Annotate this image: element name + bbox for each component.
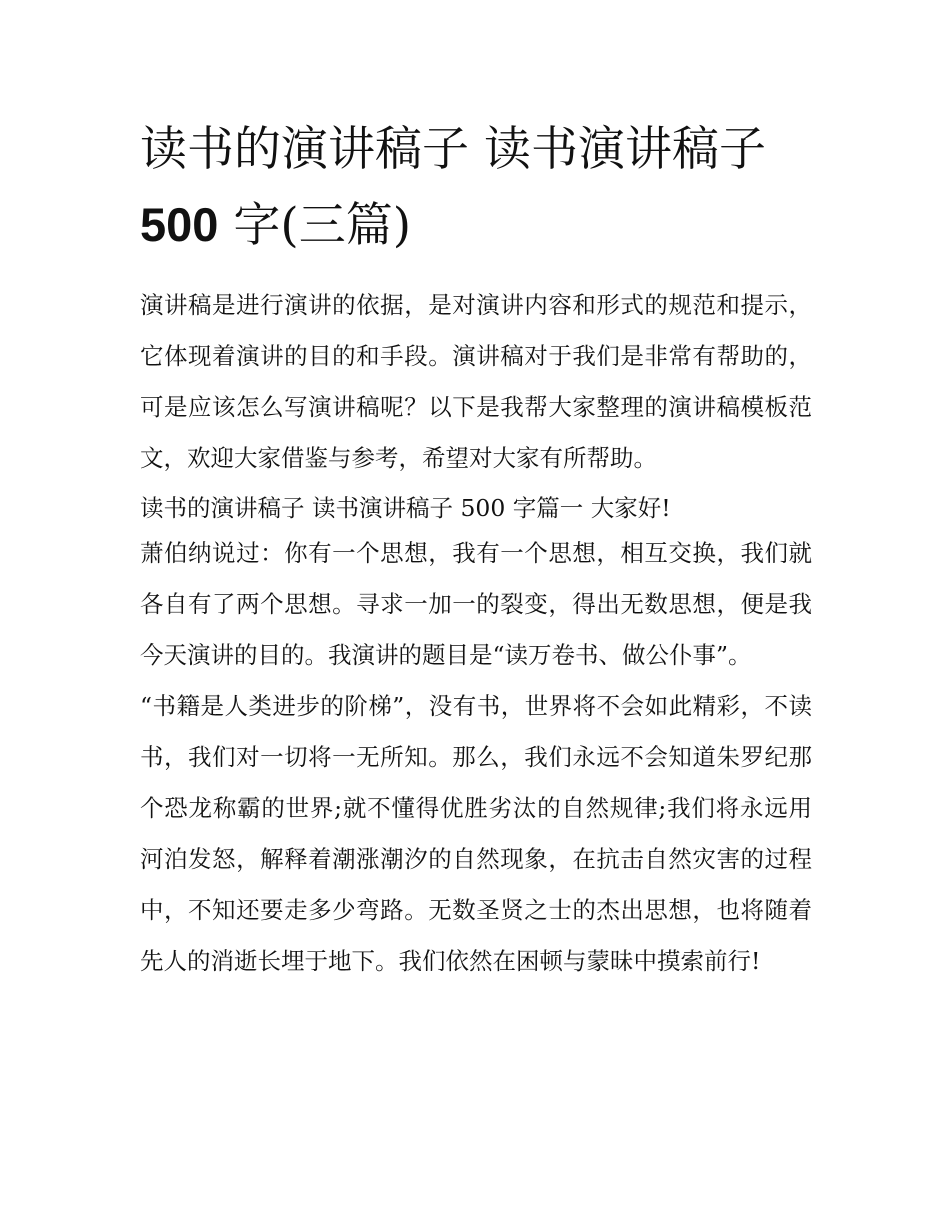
document-body	[140, 112, 812, 987]
title-number: 500	[140, 198, 219, 251]
title-line-2: 字(三篇)	[218, 198, 412, 253]
title-line-1: 读书的演讲稿子 读书演讲稿子	[140, 122, 766, 177]
intro-paragraph: 演讲稿是进行演讲的依据，是对演讲内容和形式的规范和提示，它体现着演讲的目的和手段。演讲稿对于我们是非常有帮助的，可是应该怎么写演讲稿呢？以下是我帮大家整理的演讲稿模板范文，欢迎大家借鉴与参考，希望对大家有所帮助。	[140, 291, 812, 472]
quote-paragraph: 萧伯纳说过：你有一个思想，我有一个思想，相互交换，我们就各自有了两个思想。寻求一加一的裂变，得出无数思想，便是我今天演讲的目的。我演讲的题目是“读万卷书、做公仆事”。	[140, 539, 812, 669]
document-title	[140, 112, 812, 263]
section-heading-paragraph: 读书的演讲稿子 读书演讲稿子 500 字篇一 大家好!	[140, 494, 671, 522]
body-paragraph: “书籍是人类进步的阶梯”，没有书，世界将不会如此精彩，不读书，我们对一切将一无所知。那么，我们永远不会知道朱罗纪那个恐龙称霸的世界;就不懂得优胜劣汰的自然规律;我们将永远用河泊发怒，解释着潮涨潮汐的自然现象，在抗击自然灾害的过程中，不知还要走多少弯路。无数圣贤之士的杰出思想，也将随着先人的消逝长埋于地下。我们依然在困顿与蒙昧中摸索前行!	[140, 692, 812, 975]
